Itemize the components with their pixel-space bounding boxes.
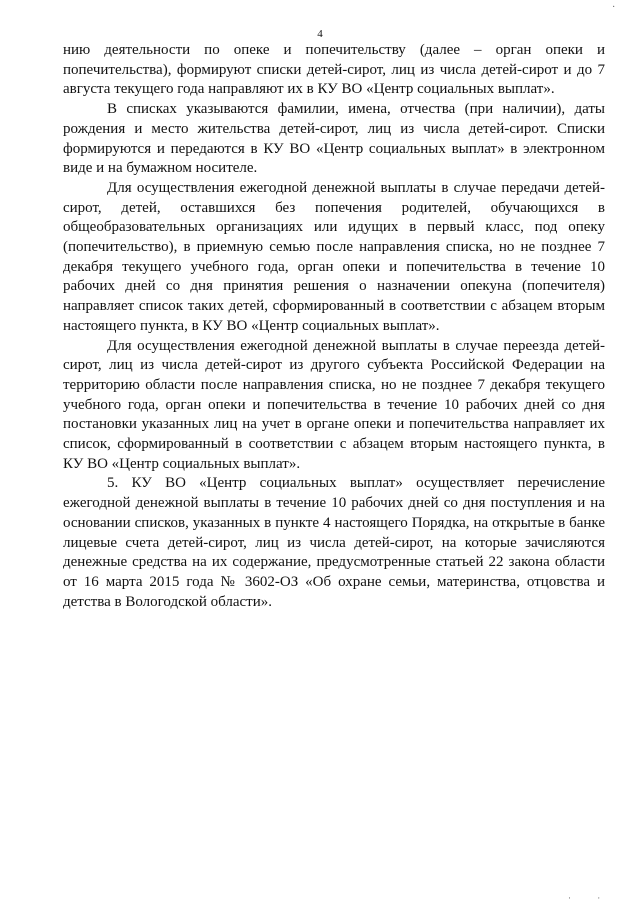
paragraph-relocation: Для осуществления ежегодной денежной выплаты в случае переезда детей-сирот, лиц из числа детей-сирот из другого субъекта Российской Федерации на территорию области после направления списка, но не позднее 7 декабря текущего учебного года, орган опеки и попечительства в течение 10 рабочих дней со дня постановки указанных лиц на учет в органе опеки и попечительства направляет их список, сформированный в соответствии с абзацем вторым настоящего пункта, в КУ ВО «Центр социальных выплат». <box>63 337 605 472</box>
page-number: 4 <box>317 28 323 40</box>
document-body <box>63 41 605 612</box>
paragraph-guardianship-transfer: Для осуществления ежегодной денежной выплаты в случае передачи детей-сирот, детей, оставшихся без попечения родителей, обучающихся в общеобразовательных организациях или идущих в первый класс, под опеку (попечительство), в приемную семью после направления списка, но не позднее 7 декабря текущего учебного года, орган опеки и попечительства в течение 10 рабочих дней со дня принятия решения о назначении опекуна (попечителя) направляет список таких детей, сформированный в соответствии с абзацем вторым настоящего пункта, в КУ ВО «Центр социальных выплат». <box>63 179 605 334</box>
paragraph-lists-content: В списках указываются фамилии, имена, отчества (при наличии), даты рождения и место жительства детей-сирот, лиц из числа детей-сирот. Списки формируются и передаются в КУ ВО «Центр социальных выплат» в электронном виде и на бумажном носителе. <box>63 101 605 177</box>
corner-mark: · <box>612 2 616 13</box>
bottom-mark: · · <box>568 893 613 903</box>
paragraph-continuation: нию деятельности по опеке и попечительству (далее – орган опеки и попечительства), формируют списки детей-сирот, лиц из числа детей-сирот и до 7 августа текущего года направляют их в КУ ВО «Центр социальных выплат». <box>63 42 605 98</box>
paragraph-item-5: 5. КУ ВО «Центр социальных выплат» осуществляет перечисление ежегодной денежной выплаты в течение 10 рабочих дней со дня поступления и на основании списков, указанных в пункте 4 настоящего Порядка, на открытые в банке лицевые счета детей-сирот, лиц из числа детей-сирот, на которые зачисляются денежные средства на их содержание, предусмотренные статьей 22 закона области от 16 марта 2015 года № 3602-ОЗ «Об охране семьи, материнства, отцовства и детства в Вологодской области». <box>63 475 605 610</box>
